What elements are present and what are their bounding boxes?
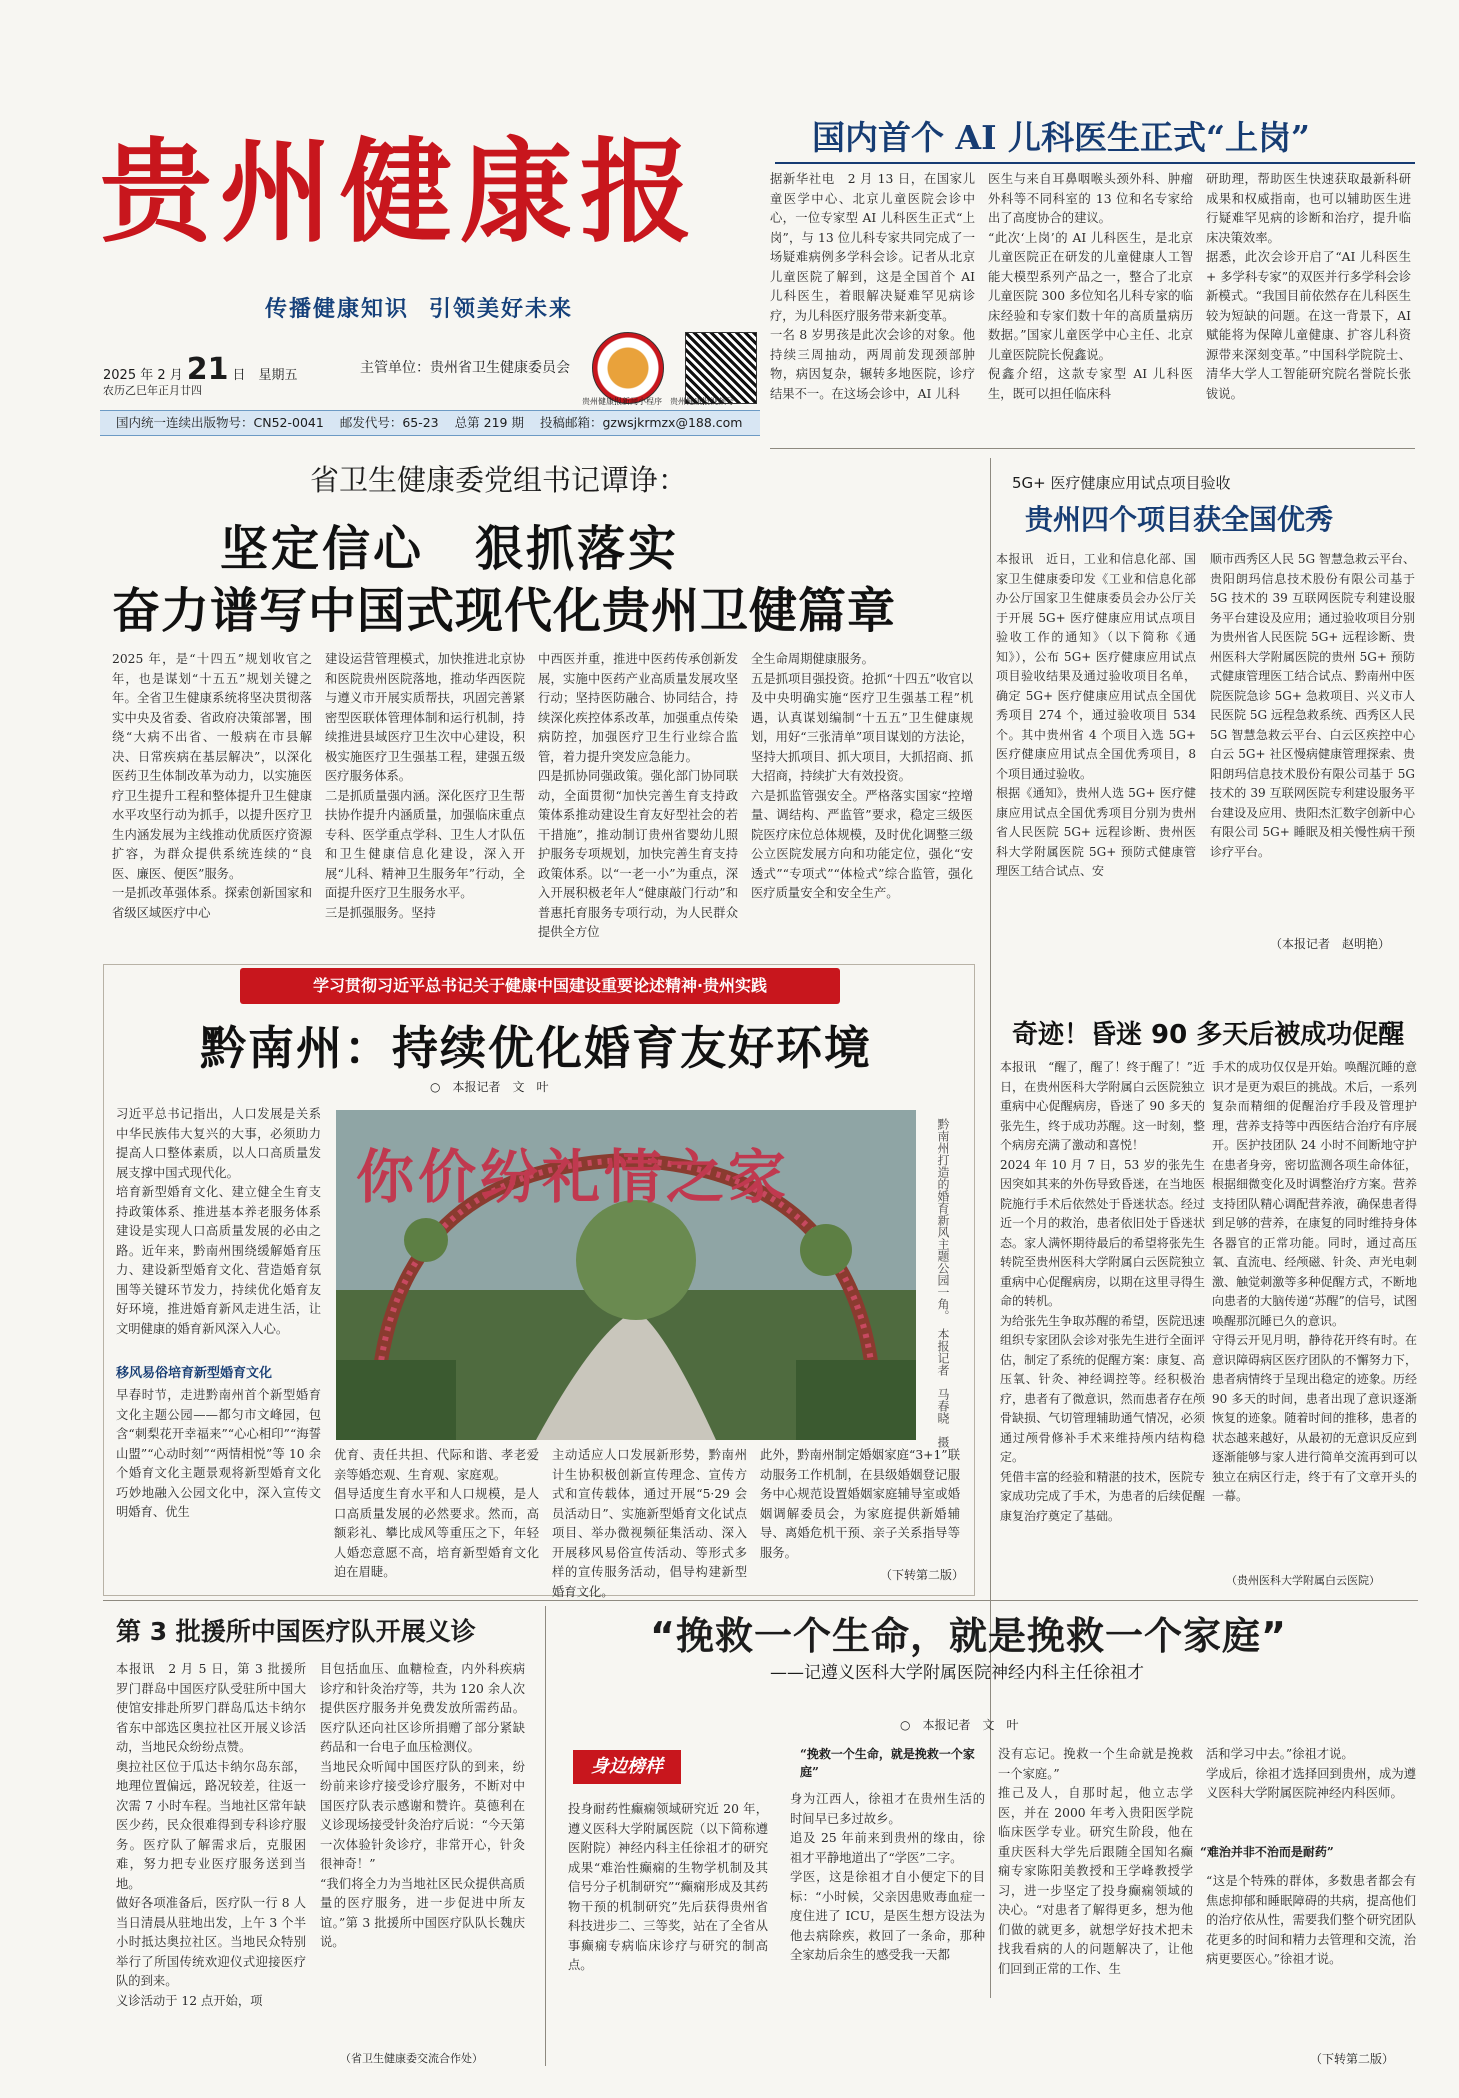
profile-continued[interactable]: （下转第二版）	[1310, 2052, 1395, 2066]
profile-article-headline[interactable]: “挽救一个生命，就是挽救一个家庭”	[650, 1614, 1287, 1658]
ai-article-headline[interactable]: 国内首个 AI 儿科医生正式“上岗”	[812, 118, 1310, 157]
qr-captions: 贵州健康报新闻小程序 贵州健康报视频号	[582, 397, 734, 406]
masthead-title: 贵州健康报	[100, 127, 700, 258]
qiannan-subhead: 移风易俗培育新型婚育文化	[116, 1366, 273, 1381]
qiannan-byline: ○ 本报记者 文 叶	[430, 1080, 549, 1094]
slogan-part-2: 引领美好未来	[429, 297, 574, 322]
arch-lettering: 你价纷礼情之家	[356, 1143, 791, 1211]
5g-article-col-2: 顺市西秀区人民 5G 智慧急救云平台、贵阳朗玛信息技术股份有限公司基于 5G 技术的 39 互联网医院专利建设服务平台建设及应用；通过验收项目分别为贵州省人民医院 5G+ 远程诊断、贵州医科大学附属医院的贵州 5G+ 预防式健康管理医工结合试点、黔南州中医院医院急诊 5G+ 急救项目、兴义市人民医院 5G 远程急救系统、西秀区人民 5G 智慧急救云平台、白云区疾控中心白云 5G+ 社区慢病健康管理探索、贵阳朗玛信息技术股份有限公司基于 5G 技术的 39 互联网医院专利建设服务平台建设及应用、贵阳杰汇数字创新中心有限公司 5G+ 睡眠及相关慢性病干预诊疗平台。	[1210, 552, 1415, 859]
main-article-kicker: 省卫生健康委党组书记谭诤：	[310, 463, 688, 497]
miracle-article-headline[interactable]: 奇迹！昏迷 90 多天后被成功促醒	[1012, 1020, 1405, 1050]
qiannan-col-1: 习近平总书记指出，人口发展是关系中华民族伟大复兴的大事，必须助力提高人口整体素质，以人口高质量发展支撑中国式现代化。 培育新型婚育文化、建立健全生育支持政策体系、推进基本养老服务体系建设是实现人口高质量发展的必由之路。近年来，黔南州围绕缓解婚育压力、建设新型婚育文化、营造婚育氛围等关键环节发力，持续优化婚育友好环境，推进婚育新风走进生活，让文明健康的婚育新风深入人心。	[116, 1107, 321, 1336]
profile-col-4b: “这是个特殊的群体，多数患者都会有焦虑抑郁和睡眠障碍的共病，提高他们的治疗依从性，需要我们整个研究团队花更多的时间和精力去管理和交流，治病更要医心。”徐祖才说。	[1206, 1874, 1416, 1966]
lower-column-divider	[545, 1606, 546, 2066]
section-divider	[770, 448, 1415, 449]
qiannan-col-1b: 早春时节，走进黔南州首个新型婚育文化主题公园——都匀市文峰园，包含“刺梨花开幸福来”“心心相印”“海誓山盟”“心动时刻”“两情相悦”等 10 余个婚育文化主题景观将新型婚育文化巧妙地融入公园文化中，深入宣传文明婚育、优生	[116, 1388, 321, 1519]
qiannan-article-headline[interactable]: 黔南州：持续优化婚育友好环境	[200, 1021, 872, 1075]
lunar-date: 农历乙巳年正月廿四	[103, 384, 202, 397]
park-arch-photo	[336, 1110, 916, 1440]
miracle-credit: （贵州医科大学附属白云医院）	[1226, 1574, 1380, 1587]
main-article-col-3: 中西医并重，推进中医药传承创新发展，实施中医药产业高质量发展攻坚行动；坚持医防融合、协同结合，持续深化疾控体系改革，加强重点传染病防控，加强医疗卫生行业综合监管，着力提升突发应急能力。 四是抓协同强政策。强化部门协同联动，全面贯彻“加快完善生育支持政策体系推动建设生育友好型社会的若干措施”，推动制订贵州省婴幼儿照护服务专项规划，加快完善生育支持政策体系。以“一老一小”为重点，深入开展积极老年人“健康敲门行动”和普惠托育服务专项行动，为人民群众提供全方位	[538, 652, 738, 939]
mini-program-qr-icon[interactable]	[592, 332, 664, 404]
batch-col-2: 目包括血压、血糖检查，内外科疾病诊疗和针灸治疗等，共为 120 余人次提供医疗服务并免费发放所需药品。医疗队还向社区诊所捐赠了部分紧缺药品和一台电子血压检测仪。 当地民众听闻中国医疗队的到来，纷纷前来诊疗接受诊疗服务，不断对中国医疗队表示感谢和赞许。莫德利在义诊现场接受针灸治疗后说：“今天第一次体验针灸诊疗，非常开心，针灸很神奇！” “我们将全力为当地社区民众提供高质量的医疗服务，进一步促进中所友谊。”第 3 批援所中国医疗队队长魏庆说。	[320, 1662, 525, 1949]
lower-divider	[103, 1600, 1418, 1601]
profile-subhead-2: “难治并非不治而是耐药”	[1200, 1845, 1334, 1859]
main-article-col-4: 全生命周期健康服务。 五是抓项目强投资。抢抓“十四五”收官以及中央明确实施“医疗卫生强基工程”机遇，认真谋划编制“十五五”卫生健康规划，用好“三张清单”项目谋划的方法论，坚持大抓项目、抓大项目，大抓招商、抓大招商，持续扩大有效投资。 六是抓监管强安全。严格落实国家“控增量、调结构、严监管”要求，稳定三级医院医疗床位总体规模，及时优化调整三级公立医院发展方向和功能定位，强化“安透式”“专项式”“体检式”综合监管，强化医疗质量安全和安全生产。	[751, 652, 973, 900]
ai-article-col-2: 医生与来自耳鼻咽喉头颈外科、肿瘤外科等不同科室的 13 位和名专家给出了高度协合的建议。 “此次‘上岗’的 AI 儿科医生，是北京儿童医院正在研发的儿童健康人工智能大模型系列产品之一，整合了北京儿童医院 300 多位知名儿科专家的临床经验和专家们数十年的高质量病历数据。”国家儿童医学中心主任、北京儿童医院院长倪鑫说。 倪鑫介绍，这款专家型 AI 儿科医生，既可以担任临床科	[988, 172, 1193, 401]
masthead-slogan	[265, 292, 593, 323]
video-channel-qr-icon[interactable]	[685, 332, 757, 404]
qiannan-continued[interactable]: （下转第二版）	[880, 1568, 965, 1582]
profile-article-subhead: ——记遵义医科大学附属医院神经内科主任徐祖才	[770, 1663, 1144, 1683]
main-article-headline-2[interactable]: 奋力谱写中国式现代化贵州卫健篇章	[112, 583, 897, 639]
sponsor: 主管单位：贵州省卫生健康委员会	[360, 360, 570, 376]
main-article-col-1: 2025 年，是“十四五”规划收官之年，也是谋划“十五五”规划关键之年。全省卫生健康系统将坚决贯彻落实中央及省委、省政府决策部署，围绕“大病不出省、一般病在市县解决、日常疾病在基层解决”，以深化医药卫生体制改革为动力，以实施医疗卫生提升工程和整体提升卫生健康水平攻坚行动为抓手，以提升医疗卫生内涵发展为主线推动优质医疗资源扩容，为群众提供系统连续的“良医、廉医、便医”服务。 一是抓改革强体系。探索创新国家和省级区域医疗中心	[112, 652, 312, 920]
qiannan-col-2: 优育、责任共担、代际和谐、孝老爱亲等婚恋观、生育观、家庭观。 倡导适度生育水平和人口规模，是人口高质量发展的必然要求。然而，高额彩礼、攀比成风等重压之下，年轻人婚恋意愿不高，培育新型婚育文化迫在眉睫。	[334, 1448, 539, 1579]
photo-caption: 黔南州打造的婚育新风主题公园一角。 本报记者 马春晓 摄	[936, 1118, 950, 1448]
issn: 国内统一连续出版物号：CN52-0041	[116, 415, 324, 430]
masthead	[100, 118, 760, 288]
series-banner: 学习贯彻习近平总书记关于健康中国建设重要论述精神·贵州实践	[240, 968, 840, 1004]
main-article-headline-1[interactable]: 坚定信心 狠抓落实	[220, 521, 680, 577]
ai-article-col-3: 研助理，帮助医生快速获取最新科研成果和权威指南，也可以辅助医生进行疑难罕见病的诊断和治疗，提升临床决策效率。 据悉，此次会诊开启了“AI 儿科医生 + 多学科专家”的双医并行多学科会诊新模式。“我国目前依然存在儿科医生较为短缺的问题。在这一背景下，AI 赋能将为保障儿童健康、扩容儿科资源带来深刻变革。”中国科学院院士、清华大学人工智能研究院名誉院长张钹说。	[1206, 172, 1411, 401]
submission-email: 投稿邮箱：gzwsjkrmzx@188.com	[539, 415, 743, 430]
postal-code: 邮发代号：65-23	[339, 415, 439, 430]
role-model-tag: 身边榜样	[573, 1750, 681, 1784]
batch-col-1: 本报讯 2 月 5 日，第 3 批援所罗门群岛中国医疗队受驻所中国大使馆安排赴所罗门群岛瓜达卡纳尔省东中部选区奥拉社区开展义诊活动，当地民众纷纷点赞。 奥拉社区位于瓜达卡纳尔岛东部，地理位置偏远，路况较差，往返一次需 7 小时车程。当地社区常年缺医少药，民众很难得到专科诊疗服务。医疗队了解需求后，克服困难，努力把专业医疗服务送到当地。 做好各项准备后，医疗队一行 8 人当日清晨从驻地出发，上午 3 个半小时抵达奥拉社区。当地民众特别举行了所国传统欢迎仪式迎接医疗队的到来。 义诊活动于 12 点开始，项	[116, 1662, 306, 2008]
ai-article-col-1: 据新华社电 2 月 13 日，在国家儿童医学中心、北京儿童医院会诊中心，一位专家型 AI 儿科医生正式“上岗”，与 13 位儿科专家共同完成了一场疑难病例多学科会诊。记者从北京儿童医院了解到，这是全国首个 AI 儿科医生，着眼解决疑难罕见病诊疗，为儿科医疗服务带来新变革。 一名 8 岁男孩是此次会诊的对象。他持续三周抽动，两周前发现颈部肿物，病因复杂，辗转多地医院，诊疗结果不一。在这场会诊中，AI 儿科	[770, 172, 975, 401]
date-prefix: 2025 年 2 月	[103, 368, 183, 383]
date-day: 21	[186, 352, 229, 387]
main-article-col-2: 建设运营管理模式，加快推进北京协和医院贵州医院落地，推动华西医院与遵义市开展实质帮扶，巩固完善紧密型医联体管理体制和运行机制，持续推进县域医疗卫生次中心建设，积极实施医疗卫生强基工程，建强五级医疗服务体系。 二是抓质量强内涵。深化医疗卫生帮扶协作提升内涵质量，加强临床重点专科、医学重点学科、卫生人才队伍和卫生健康信息化建设，深入开展“儿科、精神卫生服务年”行动，全面提升医疗卫生服务水平。 三是抓强服务。坚持	[325, 652, 525, 920]
profile-col-1: 投身耐药性癫痫领域研究近 20 年，遵义医科大学附属医院（以下简称遵医附院）神经内科主任徐祖才的研究成果“难治性癫痫的生物学机制及其信号分子机制研究”“癫痫形成及其药物干预的机制研究”先后获得贵州省科技进步二、三等奖，站在了全省从事癫痫专病临床诊疗与研究的制高点。	[568, 1802, 768, 1972]
column-divider	[990, 458, 991, 1998]
date-suffix: 日	[232, 368, 246, 383]
5g-article-col-1: 本报讯 近日，工业和信息化部、国家卫生健康委印发《工业和信息化部办公厅国家卫生健康委员会办公厅关于开展 5G+ 医疗健康应用试点项目验收工作的通知》（以下简称《通知》），公布 5G+ 医疗健康应用试点项目验收结果及通过验收项目名单，确定 5G+ 医疗健康应用试点全国优秀项目 274 个，通过验收项目 534 个。其中贵州省 4 个项目入选 5G+ 医疗健康应用试点全国优秀项目，8 个项目通过验收。 根据《通知》，贵州人选 5G+ 医疗健康应用试点全国优秀项目分别为贵州省人民医院 5G+ 远程诊断、贵州医科大学附属医院 5G+ 预防式健康管理医工结合试点、安	[996, 552, 1196, 878]
miracle-col-1: 本报讯 “醒了，醒了！终于醒了！”近日，在贵州医科大学附属白云医院独立重病中心促醒病房，昏迷了 90 多天的张先生，终于成功苏醒。这一时刻，整个病房充满了激动和喜悦！ 2024 年 10 月 7 日，53 岁的张先生因突如其来的外伤导致昏迷，在当地医院施行手术后依然处于昏迷状态。经过近一个月的救治，患者依旧处于昏迷状态。家人满怀期待最后的希望将张先生转院至贵州医科大学附属白云医院独立重病中心促醒病房，以期在这里寻得生命的转机。 为给张先生争取苏醒的希望，医院迅速组织专家团队会诊对张先生进行全面评估，制定了系统的促醒方案：康复、高压氧、针灸、神经调控等。经积极治疗，患者有了微意识，然而患者存在颅骨缺损、气切管理辅助通气情况，必须通过颅骨修补手术来维持颅内结构稳定。 凭借丰富的经验和精湛的技术，医院专家成功完成了手术，为患者的后续促醒康复治疗奠定了基础。	[1000, 1060, 1205, 1523]
miracle-col-2: 手术的成功仅仅是开始。唤醒沉睡的意识才是更为艰巨的挑战。术后，一系列复杂而精细的促醒治疗手段及管理护理，营养支持等中西医结合治疗有序展开。医护技团队 24 小时不间断地守护在患者身旁，密切监测各项生命体征，根据细微变化及时调整治疗方案。营养支持团队精心调配营养液，确保患者得到足够的营养，在康复的同时维持身体各器官的正常功能。同时，通过高压氧、直流电、经颅磁、针灸、声光电刺激、触觉刺激等多种促醒方式，不断地向患者的大脑传递“苏醒”的信号，试图唤醒那沉睡已久的意识。 守得云开见月明，静待花开终有时。在意识障碍病区医疗团队的不懈努力下，患者病情终于呈现出稳定的迹象。历经 90 多天的时间，患者出现了意识逐渐恢复的迹象。随着时间的推移，患者的状态越来越好，从最初的无意识反应到逐渐能够与家人进行简单交流再到可以独立在病区行走，终于有了文章开头的一幕。	[1212, 1060, 1417, 1503]
qiannan-col-4: 此外，黔南州制定婚姻家庭“3+1”联动服务工作机制，在县级婚姻登记服务中心规范设置婚姻家庭辅导室或婚姻调解委员会，为家庭提供新婚辅导、离婚危机干预、亲子关系指导等服务。	[760, 1448, 960, 1560]
profile-col-4: 活和学习中去。”徐祖才说。 学成后，徐祖才选择回到贵州，成为遵义医科大学附属医院神经内科医师。	[1206, 1747, 1416, 1800]
headline-rule	[775, 162, 1415, 164]
profile-byline: ○ 本报记者 文 叶	[900, 1718, 1019, 1732]
slogan-part-1: 传播健康知识	[265, 297, 410, 322]
5g-article-kicker: 5G+ 医疗健康应用试点项目验收	[1012, 474, 1231, 492]
profile-pull-quote: “挽救一个生命，就是挽救一个家庭”	[800, 1747, 975, 1779]
batch-credit: （省卫生健康委交流合作处）	[340, 2052, 483, 2065]
profile-col-2: 身为江西人，徐祖才在贵州生活的时间早已多过故乡。 追及 25 年前来到贵州的缘由，徐祖才平静地道出了“学医”二字。 学医，这是徐祖才自小便定下的目标：“小时候，父亲因患败毒血症一度住进了 ICU，是医生想方设法为他去病除疾，救回了一条命，那种全家劫后余生的感受我一天都	[790, 1792, 985, 1962]
publication-info-bar	[100, 410, 760, 436]
issue-total: 总第 219 期	[454, 415, 524, 430]
weekday: 星期五	[258, 368, 298, 383]
profile-col-3: 没有忘记。挽救一个生命就是挽救一个家庭。” 推己及人，自那时起，他立志学医，并在 2000 年考入贵阳医学院临床医学专业。研究生阶段，他在重庆医科大学先后跟随全国知名癫痫专家陈阳美教授和王学峰教授学习，进一步坚定了投身癫痫领域的决心。“对患者了解得更多，想为他们做的就更多，就想学好技术把未找我看病的人的问题解决了，让他们回到正常的工作、生	[998, 1747, 1193, 1976]
batch-article-headline[interactable]: 第 3 批援所中国医疗队开展义诊	[116, 1617, 476, 1646]
qiannan-col-3: 主动适应人口发展新形势，黔南州计生协积极创新宣传理念、宣传方式和宣传载体，通过开展“5·29 会员活动日”、实施新型婚育文化试点项目、举办微视频征集活动、深入开展移风易俗宣传活动、等形式多样的宣传服务活动，倡导构建新型婚育文化。	[552, 1448, 747, 1599]
5g-article-credit: （本报记者 赵明艳）	[1270, 937, 1391, 951]
5g-article-headline[interactable]: 贵州四个项目获全国优秀	[1025, 503, 1334, 536]
